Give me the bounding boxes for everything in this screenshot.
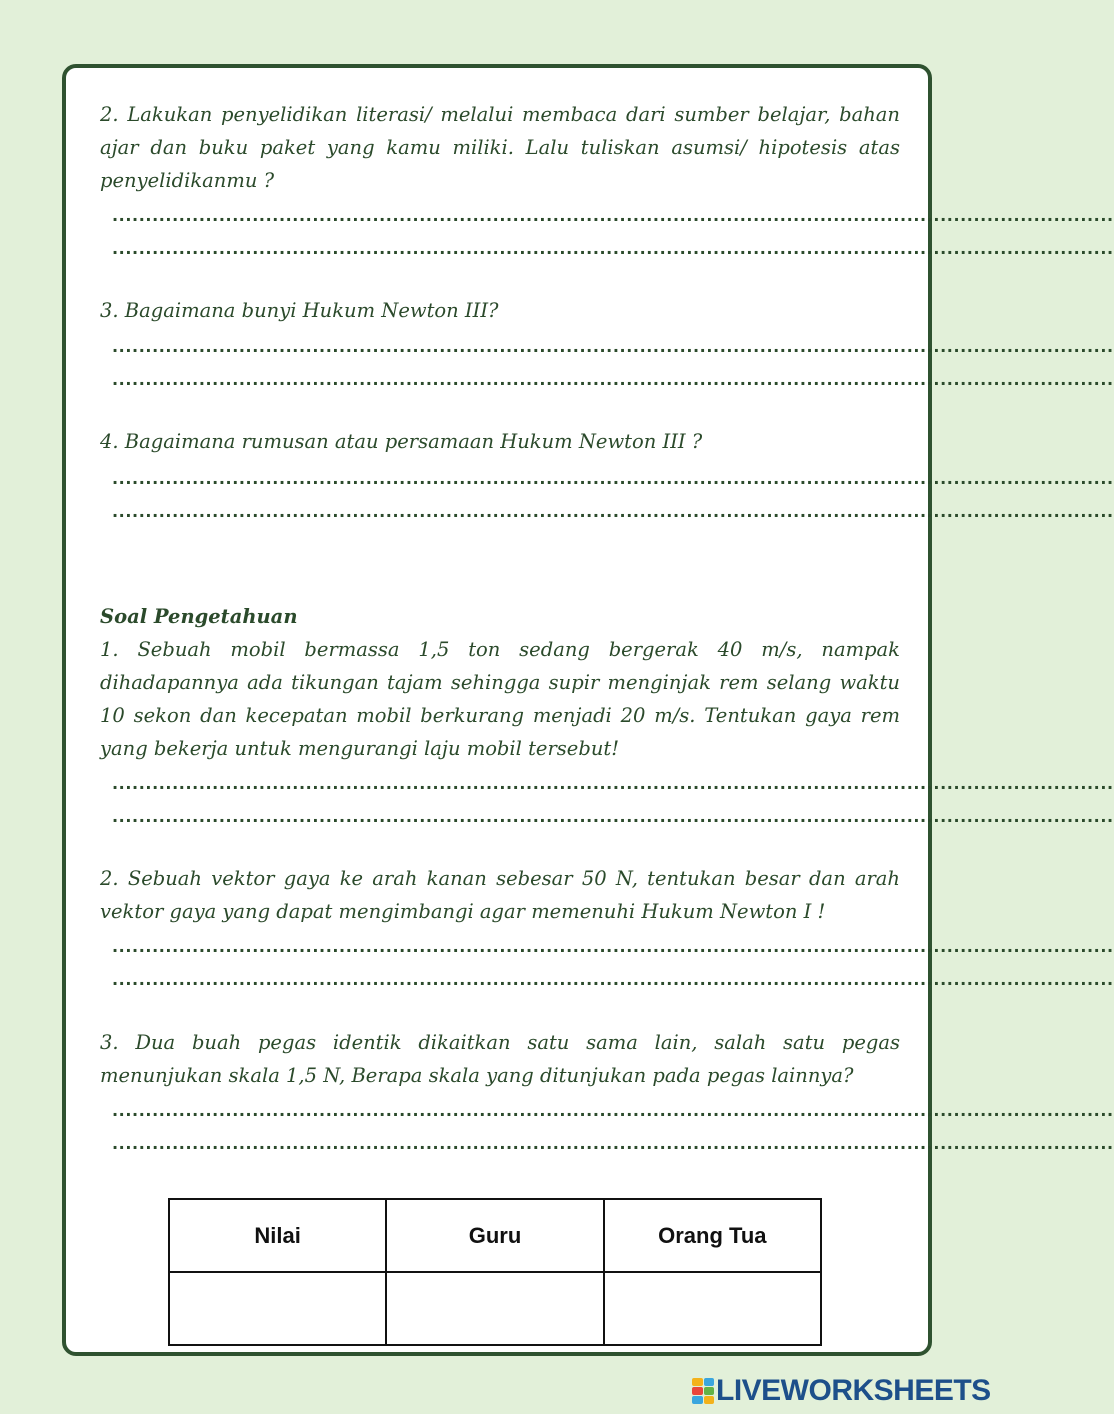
answer-line[interactable]: ...................................................................................................................................................... [112,469,1114,488]
answer-line[interactable]: ...................................................................................................................................................... [112,337,1114,356]
answer-line[interactable]: ...................................................................................................................................................... [112,239,1114,258]
table-header-orang-tua: Orang Tua [604,1199,821,1272]
table-header-nilai: Nilai [169,1199,386,1272]
signature-table [168,1198,822,1346]
logo-text: LIVEWORKSHEETS [716,1374,991,1407]
answer-line[interactable]: ...................................................................................................................................................... [112,206,1114,225]
answer-line[interactable]: ...................................................................................................................................................... [112,1101,1114,1120]
answer-line[interactable]: ...................................................................................................................................................... [112,370,1114,389]
answer-line[interactable]: ...................................................................................................................................................... [112,807,1114,826]
question-b2: 2. Sebuah vektor gaya ke arah kanan sebesar 50 N, tentukan besar dan arah vektor gaya yang dapat mengimbangi agar memenuhi Hukum Newton I ! [100,867,900,923]
answer-line[interactable]: ...................................................................................................................................................... [112,774,1114,793]
orang-tua-signature-cell[interactable] [604,1272,821,1345]
question-a4: 4. Bagaimana rumusan atau persamaan Hukum Newton III ? [100,430,703,453]
answer-line[interactable]: ...................................................................................................................................................... [112,1134,1114,1153]
nilai-cell[interactable] [169,1272,386,1345]
question-b1: 1. Sebuah mobil bermassa 1,5 ton sedang bergerak 40 m/s, nampak dihadapannya ada tikungan tajam sehingga supir menginjak rem selang waktu 10 sekon dan kecepatan mobil berkurang menjadi 20 m/s. Tentukan gaya rem yang bekerja untuk mengurangi laju mobil tersebut! [100,638,900,760]
question-a2: 2. Lakukan penyelidikan literasi/ melalui membaca dari sumber belajar, bahan ajar dan buku paket yang kamu miliki. Lalu tuliskan asumsi/ hipotesis atas penyelidikanmu ? [100,103,900,192]
answer-line[interactable]: ...................................................................................................................................................... [112,970,1114,989]
question-a3: 3. Bagaimana bunyi Hukum Newton III? [100,299,499,322]
guru-signature-cell[interactable] [386,1272,603,1345]
question-b3: 3. Dua buah pegas identik dikaitkan satu sama lain, salah satu pegas menunjukan skala 1,5 N, Berapa skala yang ditunjukan pada pegas lainnya? [100,1031,900,1087]
answer-line[interactable]: ...................................................................................................................................................... [112,937,1114,956]
section-title: Soal Pengetahuan [100,605,298,628]
liveworksheets-logo-icon [692,1378,714,1404]
table-header-guru: Guru [386,1199,603,1272]
liveworksheets-logo [692,1376,991,1406]
answer-line[interactable]: ...................................................................................................................................................... [112,502,1114,521]
